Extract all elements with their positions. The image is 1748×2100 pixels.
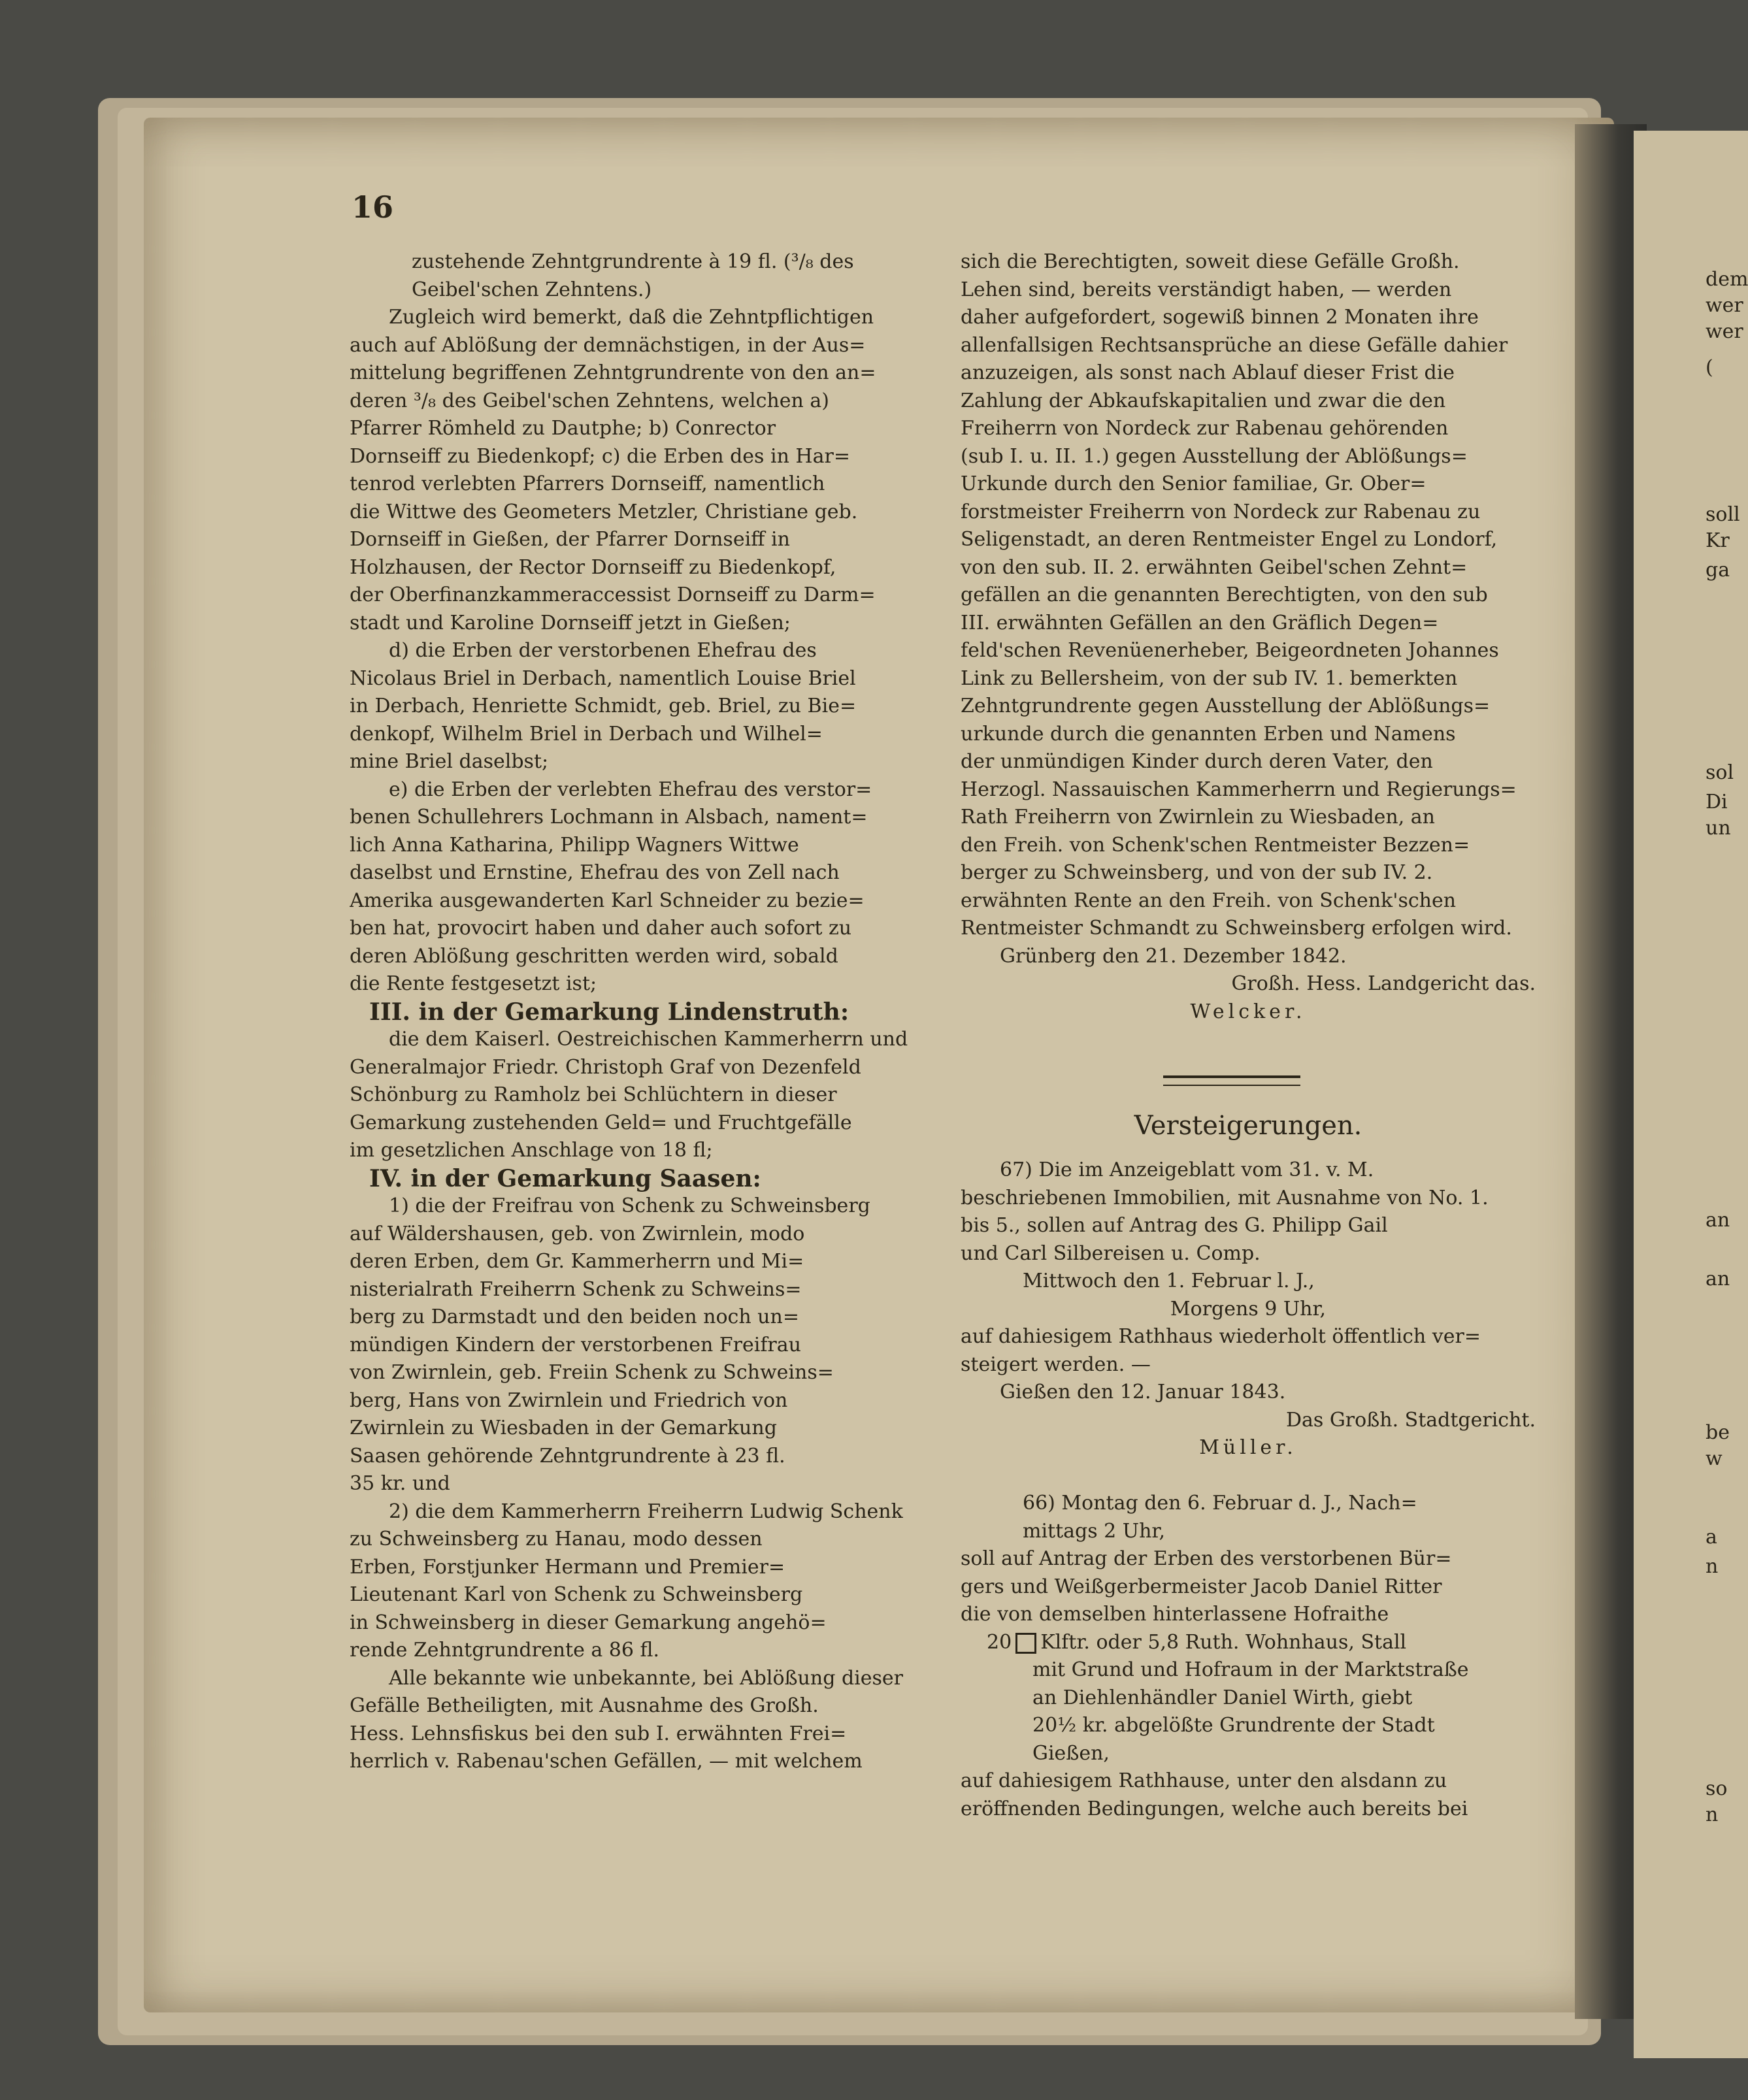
paragraph-line: die Rente festgesetzt ist; [350,972,597,995]
paragraph-line: Nicolaus Briel in Derbach, namentlich Louise Briel [350,666,856,690]
next-page-fragment: an [1706,1209,1730,1232]
notice-line: auf dahiesigem Rathhause, unter den alsdann zu [961,1769,1447,1792]
paragraph-line: Hess. Lehnsfiskus bei den sub I. erwähnten Frei= [350,1722,847,1745]
paragraph-line: 35 kr. und [350,1472,450,1495]
paragraph-line: Freiherrn von Nordeck zur Rabenau gehörenden [961,417,1449,440]
paragraph-line: e) die Erben der verlebten Ehefrau des verstor= [389,778,872,801]
property-text: 20½ kr. abgelößte Grundrente der Stadt [1032,1714,1435,1737]
paragraph-line: (sub I. u. II. 1.) gegen Ausstellung der Ablößungs= [961,444,1468,468]
paragraph-line: auch auf Ablößung der demnächstigen, in der Aus= [350,333,866,357]
property-text: Klftr. oder 5,8 Ruth. Wohnhaus, Stall [1040,1630,1407,1654]
left-column [350,248,928,1776]
paragraph-line: daselbst und Ernstine, Ehefrau des von Zell nach [350,861,840,884]
paragraph-line: Urkunde durch den Senior familiae, Gr. Ober= [961,472,1426,495]
paragraph-line: Schönburg zu Ramholz bei Schlüchtern in dieser [350,1083,837,1106]
paragraph-line: Geibel'schen Zehntens.) [412,278,652,301]
paragraph-line: von den sub. II. 2. erwähnten Geibel'schen Zehnt= [961,555,1468,579]
paragraph-line: Zehntgrundrente gegen Ausstellung der Ablößungs= [961,695,1491,717]
paragraph-line: feld'schen Revenüenerheber, Beigeordneten Johannes [961,639,1499,662]
next-page-fragment: ( [1706,356,1713,379]
square-symbol-icon [1015,1633,1036,1654]
paragraph-line: berg zu Darmstadt und den beiden noch un= [350,1305,799,1328]
property-line [961,1629,1536,1657]
paragraph-line: Herzogl. Nassauischen Kammerherrn und Regierungs= [961,778,1517,801]
paragraph-line: sich die Berechtigten, soweit diese Gefälle Großh. [961,250,1460,273]
paragraph-line: zustehende Zehntgrundrente à 19 fl. (³/₈ des [412,250,854,273]
paragraph-line: tenrod verlebten Pfarrers Dornseiff, namentlich [350,472,825,495]
section-divider [1163,1075,1300,1086]
paragraph-line: Zwirnlein zu Wiesbaden in der Gemarkung [350,1417,777,1439]
paragraph-line: Saasen gehörende Zehntgrundrente à 23 fl. [350,1444,785,1468]
property-line [961,1656,1536,1684]
paragraph-line: lich Anna Katharina, Philipp Wagners Wittwe [350,833,799,857]
next-page-fragment: soll [1706,503,1740,526]
paragraph-line: III. erwähnten Gefällen an den Gräflich Degen= [961,611,1439,634]
paragraph-line: forstmeister Freiherrn von Nordeck zur Rabenau zu [961,500,1481,523]
paragraph-line: stadt und Karoline Dornseiff jetzt in Gießen; [350,611,791,634]
heading-lindenstruth: III. in der Gemarkung Lindenstruth: [369,998,849,1026]
next-page-fragment: an [1706,1268,1730,1290]
next-page-fragment: Kr [1706,529,1730,552]
paragraph-line: Rentmeister Schmandt zu Schweinsberg erfolgen wird. [961,917,1512,940]
paragraph-line: Gemarkung zustehenden Geld= und Fruchtgefälle [350,1111,852,1134]
signature: Müller. [1199,1436,1297,1459]
paragraph-line: Holzhausen, der Rector Dornseiff zu Biedenkopf, [350,555,836,579]
paragraph-line: mine Briel daselbst; [350,750,549,773]
next-page-fragment: Di [1706,791,1728,813]
paragraph-line: Link zu Bellersheim, von der sub IV. 1. bemerkten [961,666,1458,690]
property-line [961,1684,1536,1713]
paragraph-line: urkunde durch die genannten Erben und Namens [961,722,1456,746]
date-line: Mittwoch den 1. Februar l. J., [1023,1270,1315,1292]
paragraph-line: ben hat, provocirt haben und daher auch sofort zu [350,917,852,940]
paragraph-line: mittelung begriffenen Zehntgrundrente von den an= [350,361,876,384]
paragraph-line: in Derbach, Henriette Schmidt, geb. Briel, zu Bie= [350,695,857,717]
heading-saasen: IV. in der Gemarkung Saasen: [369,1164,761,1192]
notice-line: eröffnenden Bedingungen, welche auch bereits bei [961,1797,1468,1820]
next-page-fragment: w [1706,1447,1723,1470]
paragraph-line: Lieutenant Karl von Schenk zu Schweinsberg [350,1583,803,1606]
paragraph-line: rende Zehntgrundrente a 86 fl. [350,1639,660,1662]
notice-line: gers und Weißgerbermeister Jacob Daniel Ritter [961,1575,1442,1598]
next-page-fragment: be [1706,1421,1730,1444]
next-page-fragment: n [1706,1803,1719,1826]
paragraph-line: denkopf, Wilhelm Briel in Derbach und Wilhel= [350,722,823,746]
next-page-fragment: a [1706,1526,1717,1549]
next-page-edge [1634,131,1748,2058]
notice-line: soll auf Antrag der Erben des verstorbenen Bür= [961,1547,1452,1570]
paragraph-line: die Wittwe des Geometers Metzler, Christiane geb. [350,500,858,523]
paragraph-line: benen Schullehrers Lochmann in Alsbach, nament= [350,806,868,829]
property-number: 20 [987,1630,1012,1654]
right-column [961,248,1536,1026]
paragraph-line: mündigen Kindern der verstorbenen Freifrau [350,1333,801,1356]
page-number: 16 [352,189,394,225]
paragraph-line: berg, Hans von Zwirnlein und Friedrich von [350,1388,788,1412]
paragraph-line: Generalmajor Friedr. Christoph Graf von Dezenfeld [350,1055,861,1079]
notice-line: auf dahiesigem Rathhaus wiederholt öffentlich ver= [961,1325,1481,1348]
paragraph-line: d) die Erben der verstorbenen Ehefrau des [389,639,817,662]
notice-line: bis 5., sollen auf Antrag des G. Philipp Gail [961,1214,1388,1237]
paragraph-line: Gefälle Betheiligten, mit Ausnahme des Großh. [350,1694,819,1717]
notice-line: und Carl Silbereisen u. Comp. [961,1241,1261,1265]
next-page-fragment: wer [1706,320,1743,343]
property-text: mit Grund und Hofraum in der Marktstraße [1032,1658,1469,1681]
next-page-fragment: so [1706,1777,1728,1800]
paragraph-line: der unmündigen Kinder durch deren Vater, den [961,750,1433,773]
paragraph-line: Erben, Forstjunker Hermann und Premier= [350,1555,785,1579]
paragraph-line: gefällen an die genannten Berechtigten, von den sub [961,583,1488,606]
auction-notices [961,1157,1536,1823]
paragraph-line: der Oberfinanzkammeraccessist Dornseiff zu Darm= [350,583,876,606]
paragraph-line: zu Schweinsberg zu Hanau, modo dessen [350,1528,763,1550]
time-line: Morgens 9 Uhr, [1170,1297,1327,1321]
date-line: Grünberg den 21. Dezember 1842. [1000,944,1347,968]
next-page-fragment: dem [1706,268,1748,291]
next-page-fragment: un [1706,817,1731,840]
notice-line: mittags 2 Uhr, [1023,1519,1165,1543]
paragraph-line: deren Erben, dem Gr. Kammerherrn und Mi= [350,1250,804,1273]
court-name: Großh. Hess. Landgericht das. [1231,972,1536,995]
spacer [961,1462,1536,1490]
property-text: an Diehlenhändler Daniel Wirth, giebt [1032,1686,1413,1709]
paragraph-line: herrlich v. Rabenau'schen Gefällen, — mit welchem [350,1750,863,1773]
next-page-fragment: wer [1706,294,1743,317]
paragraph-line: deren Ablößung geschritten werden wird, sobald [350,944,838,968]
date-line: Gießen den 12. Januar 1843. [1000,1381,1286,1403]
paragraph-line: von Zwirnlein, geb. Freiin Schenk zu Schweins= [350,1361,834,1384]
paragraph-line: erwähnten Rente an den Freih. von Schenk'schen [961,889,1457,912]
notice-line: steigert werden. — [961,1353,1151,1376]
notice-line: 66) Montag den 6. Februar d. J., Nach= [1023,1492,1417,1515]
property-line [961,1740,1536,1768]
paragraph-line: Seligenstadt, an deren Rentmeister Engel zu Londorf, [961,528,1498,551]
paragraph-line: allenfallsigen Rechtsansprüche an diese Gefälle dahier [961,333,1508,357]
court-name: Das Großh. Stadtgericht. [1285,1408,1536,1432]
paragraph-line: im gesetzlichen Anschlage von 18 fl; [350,1139,713,1162]
notice-line: 67) Die im Anzeigeblatt vom 31. v. M. [1000,1158,1374,1181]
paragraph-line: Lehen sind, bereits verständigt haben, — werden [961,278,1452,301]
paragraph-line: auf Wäldershausen, geb. von Zwirnlein, modo [350,1222,805,1245]
paragraph-line: Zugleich wird bemerkt, daß die Zehntpflichtigen [389,306,874,329]
paragraph-line: Pfarrer Römheld zu Dautphe; b) Conrector [350,417,776,440]
paragraph-line: in Schweinsberg in dieser Gemarkung angehö= [350,1611,827,1634]
paragraph-line: den Freih. von Schenk'schen Rentmeister Bezzen= [961,833,1470,857]
paragraph-line: nisterialrath Freiherrn Schenk zu Schweins= [350,1277,802,1301]
property-line [961,1712,1536,1740]
paragraph-line: Dornseiff in Gießen, der Pfarrer Dornseiff in [350,528,790,551]
paragraph-line: Zahlung der Abkaufskapitalien und zwar die den [961,389,1446,412]
paragraph-line: Dornseiff zu Biedenkopf; c) die Erben des in Har= [350,444,850,468]
notice-line: beschriebenen Immobilien, mit Ausnahme von No. 1. [961,1186,1489,1209]
paragraph-line: anzuzeigen, als sonst nach Ablauf dieser Frist die [961,361,1455,384]
paragraph-line: deren ³/₈ des Geibel'schen Zehntens, welchen a) [350,389,829,412]
next-page-fragment: ga [1706,559,1730,582]
paragraph-line: die dem Kaiserl. Oestreichischen Kammerherrn und [389,1028,908,1051]
paragraph-line: 1) die der Freifrau von Schenk zu Schweinsberg [389,1194,870,1217]
paragraph-line: Rath Freiherrn von Zwirnlein zu Wiesbaden, an [961,806,1436,829]
paragraph-line: daher aufgefordert, sogewiß binnen 2 Monaten ihre [961,306,1479,329]
property-text: Gießen, [1032,1741,1110,1765]
paragraph-line: Amerika ausgewanderten Karl Schneider zu bezie= [350,889,865,912]
next-page-fragment: n [1706,1555,1719,1578]
next-page-fragment: sol [1706,761,1734,784]
signature: Welcker. [1190,1000,1306,1023]
section-title: Versteigerungen. [1134,1111,1362,1141]
paragraph-line: Alle bekannte wie unbekannte, bei Ablößung dieser [389,1666,903,1690]
paragraph-line: 2) die dem Kammerherrn Freiherrn Ludwig Schenk [389,1500,903,1523]
notice-line: die von demselben hinterlassene Hofraithe [961,1603,1389,1626]
paragraph-line: berger zu Schweinsberg, und von der sub IV. 2. [961,861,1433,884]
